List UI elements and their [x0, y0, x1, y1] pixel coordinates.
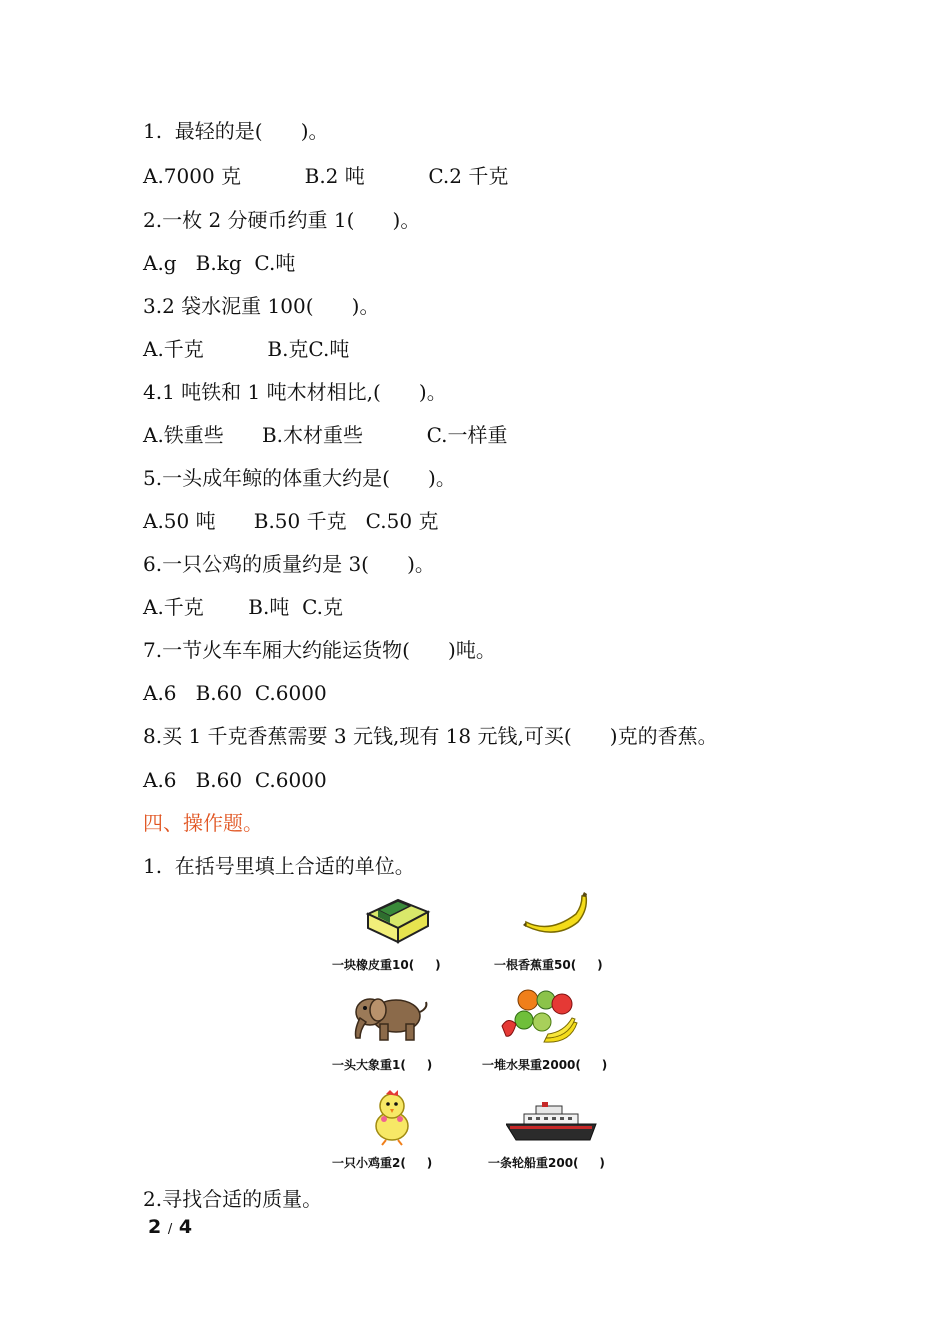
elephant-icon	[350, 990, 430, 1046]
question-7: 7.一节火车车厢大约能运货物( )吨。	[143, 638, 496, 662]
page-slash: /	[167, 1222, 173, 1237]
banana-icon	[520, 892, 590, 936]
caption-fruit-pile: 一堆水果重2000( )	[482, 1058, 608, 1072]
options-7: A.6 B.60 C.6000	[143, 681, 327, 705]
task-2-instruction: 2.寻找合适的质量。	[143, 1187, 323, 1211]
question-3: 3.2 袋水泥重 100( )。	[143, 294, 380, 318]
page-current: 2	[148, 1216, 162, 1238]
caption-elephant: 一头大象重1( )	[332, 1058, 433, 1072]
section-heading: 四、操作题。	[143, 811, 263, 835]
caption-eraser: 一块橡皮重10( )	[332, 958, 441, 972]
question-1: 1. 最轻的是( )。	[143, 119, 329, 143]
question-6: 6.一只公鸡的质量约是 3( )。	[143, 552, 435, 576]
options-4: A.铁重些 B.木材重些 C.一样重	[143, 423, 508, 447]
caption-chick: 一只小鸡重2( )	[332, 1156, 433, 1170]
options-5: A.50 吨 B.50 千克 C.50 克	[143, 509, 439, 533]
task-1-instruction: 1. 在括号里填上合适的单位。	[143, 854, 415, 878]
eraser-icon	[364, 896, 432, 944]
page-number	[148, 1216, 192, 1238]
page-total: 4	[178, 1216, 193, 1238]
ship-icon	[506, 1100, 598, 1144]
question-4: 4.1 吨铁和 1 吨木材相比,( )。	[143, 380, 447, 404]
caption-ship: 一条轮船重200( )	[488, 1156, 605, 1170]
question-5: 5.一头成年鲸的体重大约是( )。	[143, 466, 456, 490]
chick-icon	[364, 1088, 420, 1146]
caption-banana: 一根香蕉重50( )	[494, 958, 603, 972]
options-1: A.7000 克 B.2 吨 C.2 千克	[143, 164, 509, 188]
options-6: A.千克 B.吨 C.克	[143, 595, 344, 619]
options-2: A.g B.kg C.吨	[143, 251, 296, 275]
question-2: 2.一枚 2 分硬币约重 1( )。	[143, 208, 421, 232]
options-8: A.6 B.60 C.6000	[143, 768, 327, 792]
options-3: A.千克 B.克C.吨	[143, 337, 350, 361]
question-8: 8.买 1 千克香蕉需要 3 元钱,现有 18 元钱,可买( )克的香蕉。	[143, 724, 718, 748]
fruit-pile-icon	[498, 986, 580, 1046]
